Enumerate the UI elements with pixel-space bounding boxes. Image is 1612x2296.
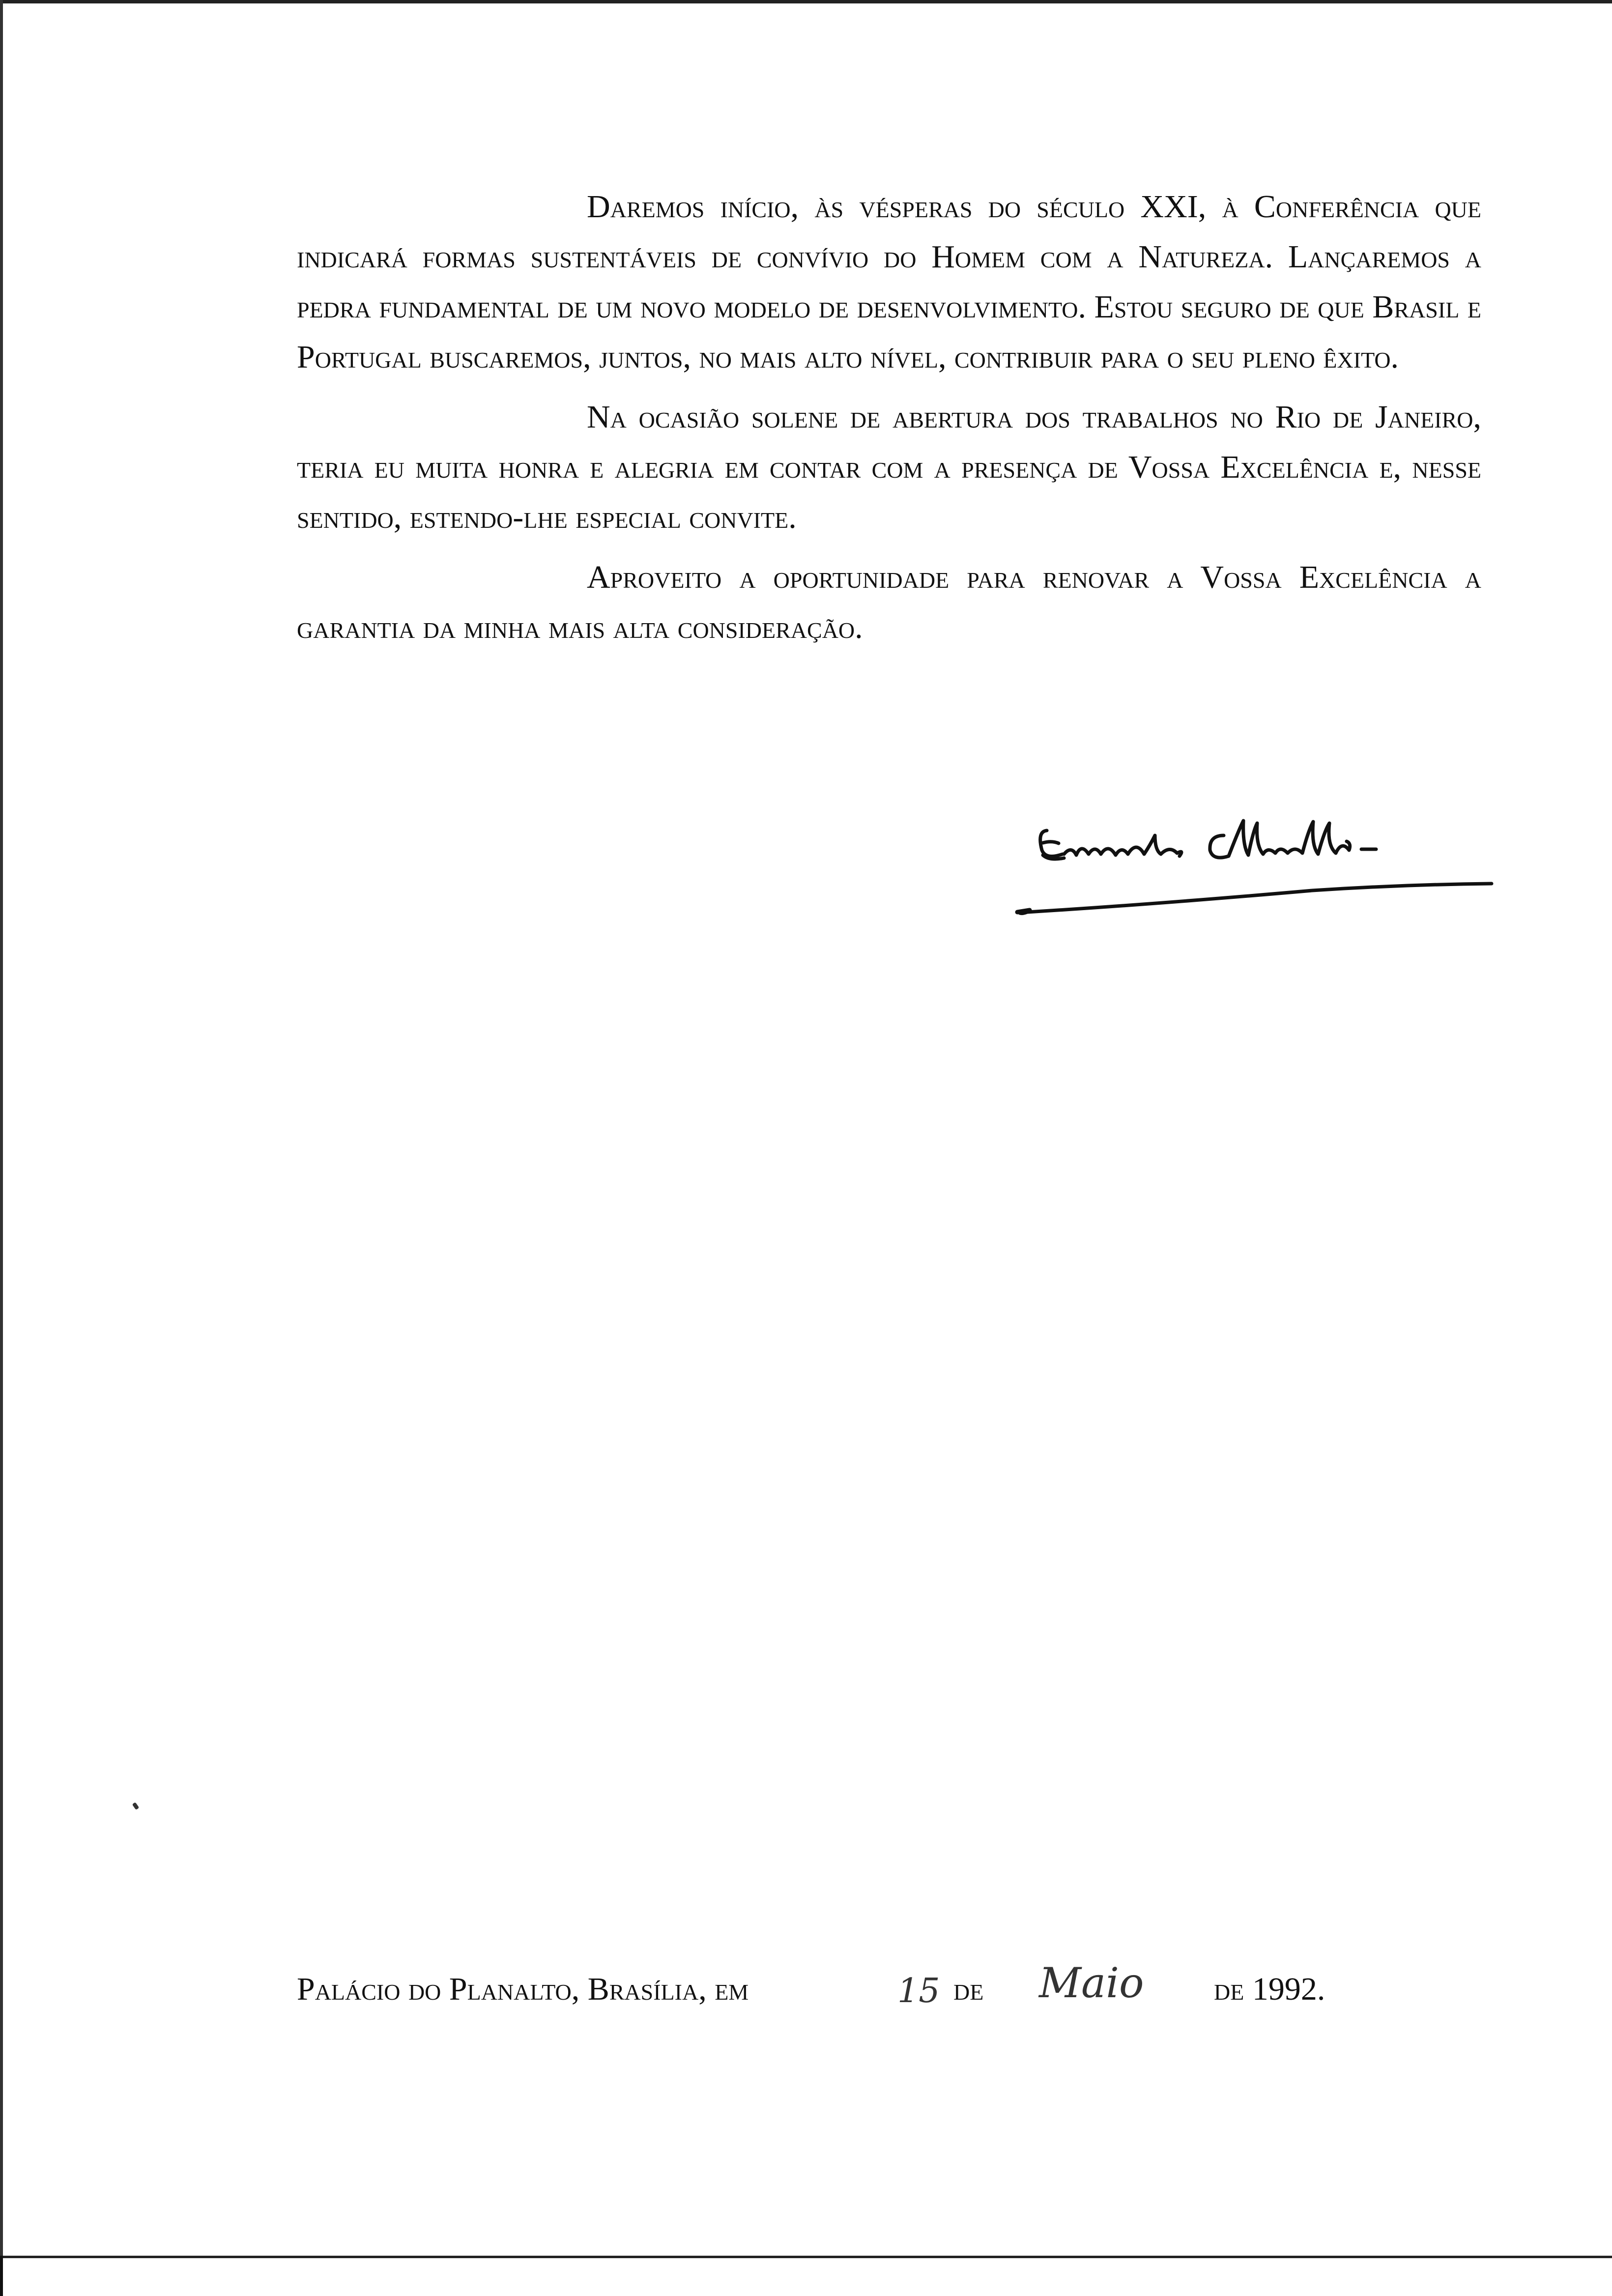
handwritten-day: 15 [897,1972,940,2010]
place-date-line [297,1961,1476,2020]
handwritten-signature [1008,796,1499,924]
place-prefix: Palácio do Planalto, Brasília, em [297,1971,749,2007]
scan-edge-top [0,0,1612,3]
stray-ink-mark [132,1802,140,1810]
letter-body [297,182,1481,662]
paragraph-closing: Aproveito a oportunidade para renovar a Vossa Excelência a garantia da minha mais alta consideração. [297,559,1481,645]
handwritten-month: Maio [1039,1959,1144,2007]
paragraph-conference: Daremos início, às vésperas do século XXI, à Conferência que indicará formas sustentáveis de convívio do Homem com a Natureza. Lançaremos a pedra fundamental de um novo modelo de desenvolvimento. Estou seguro de que Brasil e Portugal buscaremos, juntos, no mais alto nível, contribuir para o seu pleno êxito. [297,189,1481,375]
year-text: de 1992. [1214,1971,1325,2007]
paragraph-invitation: Na ocasião solene de abertura dos trabalhos no Rio de Janeiro, teria eu muita honra e alegria em contar com a presença de Vossa Excelência e, nesse sentido, estendo-lhe especial convite. [297,399,1481,535]
de-word-1: de [953,1971,984,2007]
scan-edge-corner [0,2256,3,2296]
scan-edge-bottom [0,2256,1612,2258]
scan-edge-left [0,0,3,2296]
